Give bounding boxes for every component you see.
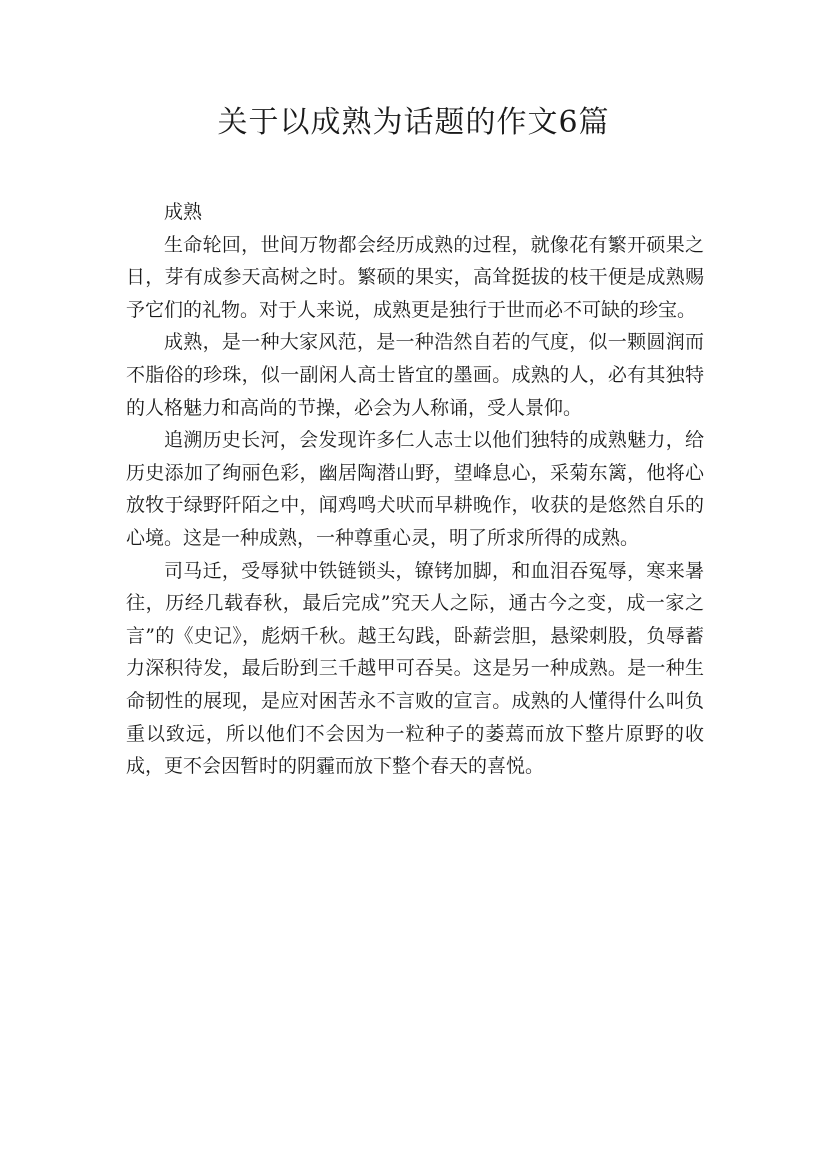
paragraph: 成熟，是一种大家风范，是一种浩然自若的气度，似一颗圆润而不脂俗的珍珠，似一副闲人高士皆宜的墨画。成熟的人，必有其独特的人格魅力和高尚的节操，必会为人称诵，受人景仰。 bbox=[126, 331, 704, 419]
paragraph: 追溯历史长河，会发现许多仁人志士以他们独特的成熟魅力，给历史添加了绚丽色彩，幽居陶潜山野，望峰息心，采菊东篱，他将心放牧于绿野阡陌之中，闻鸡鸣犬吠而早耕晚作，收获的是悠然自乐的心境。这是一种成熟，一种尊重心灵，明了所求所得的成熟。 bbox=[126, 429, 704, 549]
document-title: 关于以成熟为话题的作文6篇 bbox=[217, 105, 610, 140]
document-body bbox=[126, 196, 704, 783]
section-heading: 成熟 bbox=[164, 201, 203, 223]
paragraph: 生命轮回，世间万物都会经历成熟的过程，就像花有繁开硕果之日，芽有成参天高树之时。繁硕的果实，高耸挺拔的枝干便是成熟赐予它们的礼物。对于人来说，成熟更是独行于世而必不可缺的珍宝。 bbox=[126, 233, 704, 321]
paragraph: 司马迁，受辱狱中铁链锁头，镣铐加脚，和血泪吞冤辱，寒来暑往，历经几载春秋，最后完成”究天人之际，通古今之变，成一家之言”的《史记》，彪炳千秋。越王勾践，卧薪尝胆，悬梁刺股，负辱蓄力深积待发，最后盼到三千越甲可吞吴。这是另一种成熟。是一种生命韧性的展现，是应对困苦永不言败的宣言。成熟的人懂得什么叫负重以致远，所以他们不会因为一粒种子的萎蔫而放下整片原野的收成，更不会因暂时的阴霾而放下整个春天的喜悦。 bbox=[126, 559, 704, 778]
